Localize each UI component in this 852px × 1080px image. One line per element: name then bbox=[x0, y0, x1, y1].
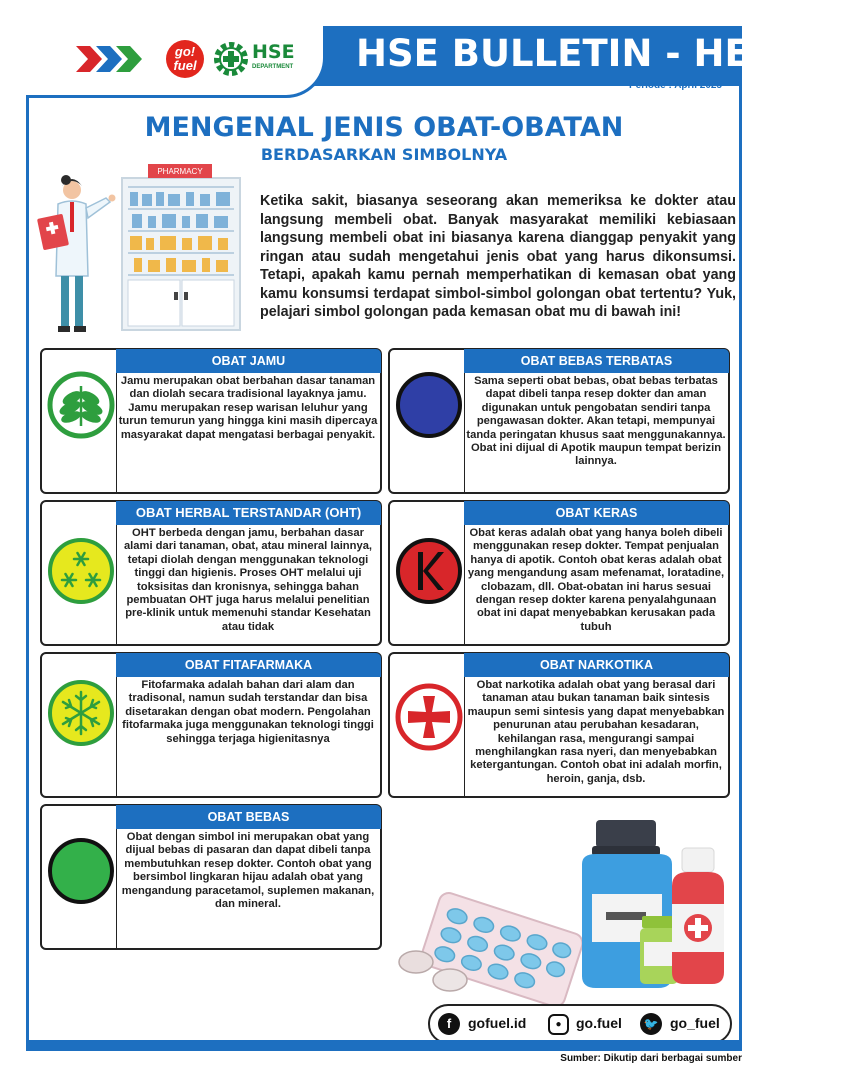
facebook-handle[interactable]: gofuel.id bbox=[468, 1015, 527, 1031]
gofuel-logo: go! fuel bbox=[166, 40, 204, 78]
pertamina-arrows-logo bbox=[76, 42, 156, 76]
jamu-leaf-symbol-icon bbox=[46, 370, 116, 440]
card-text: Obat keras adalah obat yang hanya boleh dibeli menggunakan resep dokter. Tempat penjualan hanya di apotik. Contoh obat keras adalah obat yang mengandung asam mefenamat, loratadine, clobazam, dll. Obat-obatan ini harus sesuai dengan resep dokter karena penyalahgunaan obat ini dapat menyebabkan kerusakan pada tubuh bbox=[467, 527, 725, 633]
logo-area bbox=[26, 26, 326, 98]
pharmacy-sign: PHARMACY bbox=[157, 167, 203, 176]
card-obat-keras bbox=[388, 500, 730, 646]
blue-circle-symbol-icon bbox=[394, 370, 464, 440]
twitter-handle[interactable]: go_fuel bbox=[670, 1015, 720, 1031]
card-title: OBAT KERAS bbox=[464, 501, 729, 525]
card-divider bbox=[116, 372, 117, 492]
hse-logo-subtext: DEPARTMENT bbox=[252, 64, 294, 70]
footer-band bbox=[26, 1040, 742, 1051]
card-title: OBAT FITAFARMAKA bbox=[116, 653, 381, 677]
green-circle-symbol-icon bbox=[46, 836, 116, 906]
card-obat-fitofarmaka bbox=[40, 652, 382, 798]
sub-title: BERDASARKAN SIMBOLNYA bbox=[260, 145, 508, 164]
card-text: Obat narkotika adalah obat yang berasal dari tanaman atau bukan tanaman baik sintesis maupun semi sintesis yang dapat menyebabkan penurunan atau perubahan kesadaran, kehilangan rasa, mengurangi sampai menghilangkan rasa nyeri, dan menyebabkan ketergantungan. Contoh obat ini adalah morfin, heroin, ganja, dsb. bbox=[467, 679, 725, 785]
gear-cross-icon bbox=[212, 40, 250, 78]
card-obat-oht bbox=[40, 500, 382, 646]
narkotika-red-cross-symbol-icon bbox=[394, 682, 464, 752]
card-obat-jamu bbox=[40, 348, 382, 494]
bulletin-title: HSE BULLETIN - HEALTH bbox=[356, 32, 852, 75]
instagram-handle[interactable]: go.fuel bbox=[576, 1015, 622, 1031]
card-text: Obat dengan simbol ini merupakan obat yang dijual bebas di pasaran dan dapat dibeli tanpa membutuhkan resep dokter. Contoh obat yang bersimbol lingkaran hijau adalah obat yang mengandung paracetamol, suplemen makanan, dan mineral. bbox=[121, 831, 375, 911]
header bbox=[26, 26, 852, 98]
card-text: Fitofarmaka adalah bahan dari alam dan tradisonal, namun sudah terstandar dan bisa disetarakan dengan obat modern. Pengolahan fitofarmaka juga menggunakan teknologi tinggi sehingga terjaga higienitasnya bbox=[122, 679, 374, 745]
card-text: OHT berbeda dengan jamu, berbahan dasar alami dari tanaman, obat, atau mineral lainnya, tetapi diolah dengan menggunakan teknologi tinggi dan higienis. Proses OHT melalui uji toksisitas dan kronisnya, sehingga bahan pembuatan OHT juga harus melalui penelitian pre-klinik untuk memenuhi standar Kesehatan atau tidak bbox=[123, 527, 373, 633]
card-divider bbox=[464, 524, 465, 644]
card-text: Sama seperti obat bebas, obat bebas terbatas dapat dibeli tanpa resep dokter dan aman digunakan untuk pengobatan sendiri tanpa pengawasan dokter. Akan tetapi, mempunyai tanda peringatan khusus saat menggunakannya. Obat ini dijual di Apotik maupun tempat berizin lainnya. bbox=[466, 375, 726, 468]
card-divider bbox=[464, 372, 465, 492]
card-divider bbox=[116, 828, 117, 948]
instagram-icon[interactable]: ● bbox=[548, 1014, 569, 1035]
card-title: OBAT BEBAS bbox=[116, 805, 381, 829]
red-k-symbol-icon bbox=[394, 536, 464, 606]
main-title: MENGENAL JENIS OBAT-OBATAN bbox=[144, 112, 624, 143]
card-title: OBAT HERBAL TERSTANDAR (OHT) bbox=[116, 501, 381, 525]
facebook-icon[interactable]: f bbox=[438, 1013, 460, 1035]
card-title: OBAT NARKOTIKA bbox=[464, 653, 729, 677]
hse-logo-text: HSE bbox=[252, 41, 295, 63]
card-divider bbox=[116, 676, 117, 796]
source-note: Sumber: Dikutip dari berbagai sumber bbox=[560, 1053, 742, 1064]
pharmacy-illustration bbox=[36, 164, 248, 336]
twitter-icon[interactable]: 🐦 bbox=[640, 1013, 662, 1035]
intro-paragraph: Ketika sakit, biasanya seseorang akan memeriksa ke dokter atau langsung membeli obat. Banyak masyarakat memiliki kebiasaan langsung membeli obat ini biasanya karena dianggap penyakit yang ringan atau sudah mengetahui jenis obat yang harus dikonsumsi. Tetapi, apakah kamu pernah memperhatikan di kemasan obat yang kamu konsumsi terdapat simbol-simbol golongan obat tertentu? Yuk, pelajari simbol golongan pada kemasan obat mu di bawah ini! bbox=[260, 193, 736, 320]
fitofarmaka-snowflake-symbol-icon bbox=[46, 678, 116, 748]
social-media-bar bbox=[428, 1004, 732, 1044]
medicine-illustration bbox=[396, 812, 742, 1000]
card-obat-narkotika bbox=[388, 652, 730, 798]
oht-star-symbol-icon bbox=[46, 536, 116, 606]
card-divider bbox=[116, 524, 117, 644]
card-obat-bebas bbox=[40, 804, 382, 950]
card-title: OBAT BEBAS TERBATAS bbox=[464, 349, 729, 373]
periode: Periode : April 2025 bbox=[629, 80, 722, 91]
card-text: Jamu merupakan obat berbahan dasar tanaman dan diolah secara tradisional layaknya jamu. Jamu merupakan resep warisan leluhur yang turun temurun yang hingga kini masih dipercaya masyarakat dapat mengatasi berbagai penyakit. bbox=[118, 375, 378, 441]
card-obat-bebas-terbatas bbox=[388, 348, 730, 494]
card-title: OBAT JAMU bbox=[116, 349, 381, 373]
card-divider bbox=[464, 676, 465, 796]
